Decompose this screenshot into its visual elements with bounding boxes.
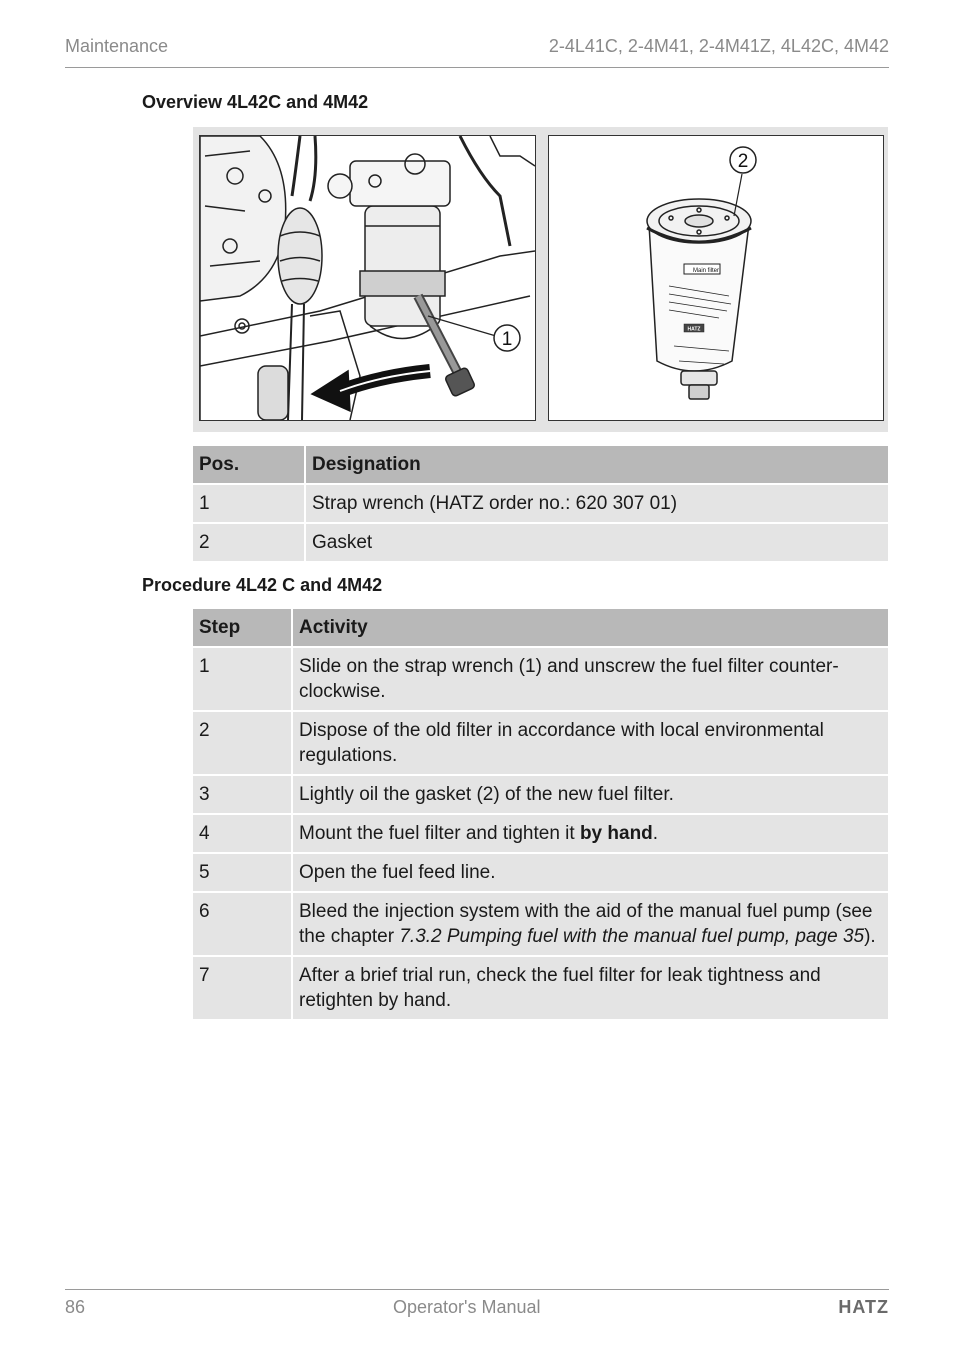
table-row <box>193 893 888 955</box>
table-row <box>193 815 888 852</box>
header-rule <box>65 67 889 68</box>
pos-header: Pos. <box>193 446 304 483</box>
procedure-table <box>193 607 888 1021</box>
step-cell: 6 <box>193 893 291 955</box>
chapter-reference-link[interactable]: 7.3.2 Pumping fuel with the manual fuel pump, page 35 <box>399 926 865 947</box>
callout-1: 1 <box>501 329 513 350</box>
table-row <box>193 957 888 1019</box>
activity-cell: Slide on the strap wrench (1) and unscrew the fuel filter counter-clockwise. <box>291 648 888 710</box>
fuel-filter-illustration <box>548 135 884 421</box>
engine-filter-illustration <box>199 135 536 421</box>
designation-header: Designation <box>304 446 888 483</box>
table-row <box>193 776 888 813</box>
procedure-title: Procedure 4L42 C and 4M42 <box>142 575 383 595</box>
document-title: Operator's Manual <box>393 1297 541 1317</box>
activity-text: Mount the fuel filter and tighten it <box>299 823 580 844</box>
page-number: 86 <box>65 1297 86 1317</box>
activity-emphasis: by hand <box>579 823 653 844</box>
table-row <box>193 524 888 561</box>
footer-rule <box>65 1289 889 1290</box>
table-row <box>193 648 888 710</box>
step-cell: 1 <box>193 648 291 710</box>
filter-label-main: Main filter <box>692 268 720 274</box>
table-row <box>193 485 888 522</box>
step-cell: 7 <box>193 957 291 1019</box>
engine-drawing <box>200 136 535 420</box>
pos-cell: 1 <box>193 485 304 522</box>
filter-label-brand: HATZ <box>687 326 701 333</box>
table-row <box>193 854 888 891</box>
pos-cell: 2 <box>193 524 304 561</box>
activity-text-end: . <box>652 823 659 844</box>
overview-figure <box>193 127 888 432</box>
activity-cell: After a brief trial run, check the fuel filter for leak tightness and retighten by hand. <box>291 957 888 1019</box>
table-row <box>193 712 888 774</box>
activity-cell: Lightly oil the gasket (2) of the new fuel filter. <box>291 776 888 813</box>
activity-text-end: ). <box>864 926 876 947</box>
step-cell: 5 <box>193 854 291 891</box>
position-table-header <box>193 446 888 483</box>
brand-logo: HATZ <box>838 1297 889 1317</box>
header-models: 2-4L41C, 2-4M41, 2-4M41Z, 4L42C, 4M42 <box>548 36 889 56</box>
header-section: Maintenance <box>65 36 169 56</box>
position-table <box>193 444 888 563</box>
filter-drawing <box>549 136 883 420</box>
activity-cell <box>291 893 888 955</box>
step-cell: 2 <box>193 712 291 774</box>
activity-text: Bleed the injection system with the aid of the manual fuel pump (see the chapter <box>299 901 873 947</box>
designation-cell: Gasket <box>304 524 888 561</box>
callout-2: 2 <box>737 151 749 172</box>
step-cell: 4 <box>193 815 291 852</box>
step-cell: 3 <box>193 776 291 813</box>
step-header: Step <box>193 609 291 646</box>
activity-cell: Open the fuel feed line. <box>291 854 888 891</box>
activity-header: Activity <box>291 609 888 646</box>
activity-cell: Dispose of the old filter in accordance with local environmental regulations. <box>291 712 888 774</box>
overview-title: Overview 4L42C and 4M42 <box>142 92 369 112</box>
activity-cell <box>291 815 888 852</box>
procedure-table-header <box>193 609 888 646</box>
designation-cell: Strap wrench (HATZ order no.: 620 307 01) <box>304 485 888 522</box>
